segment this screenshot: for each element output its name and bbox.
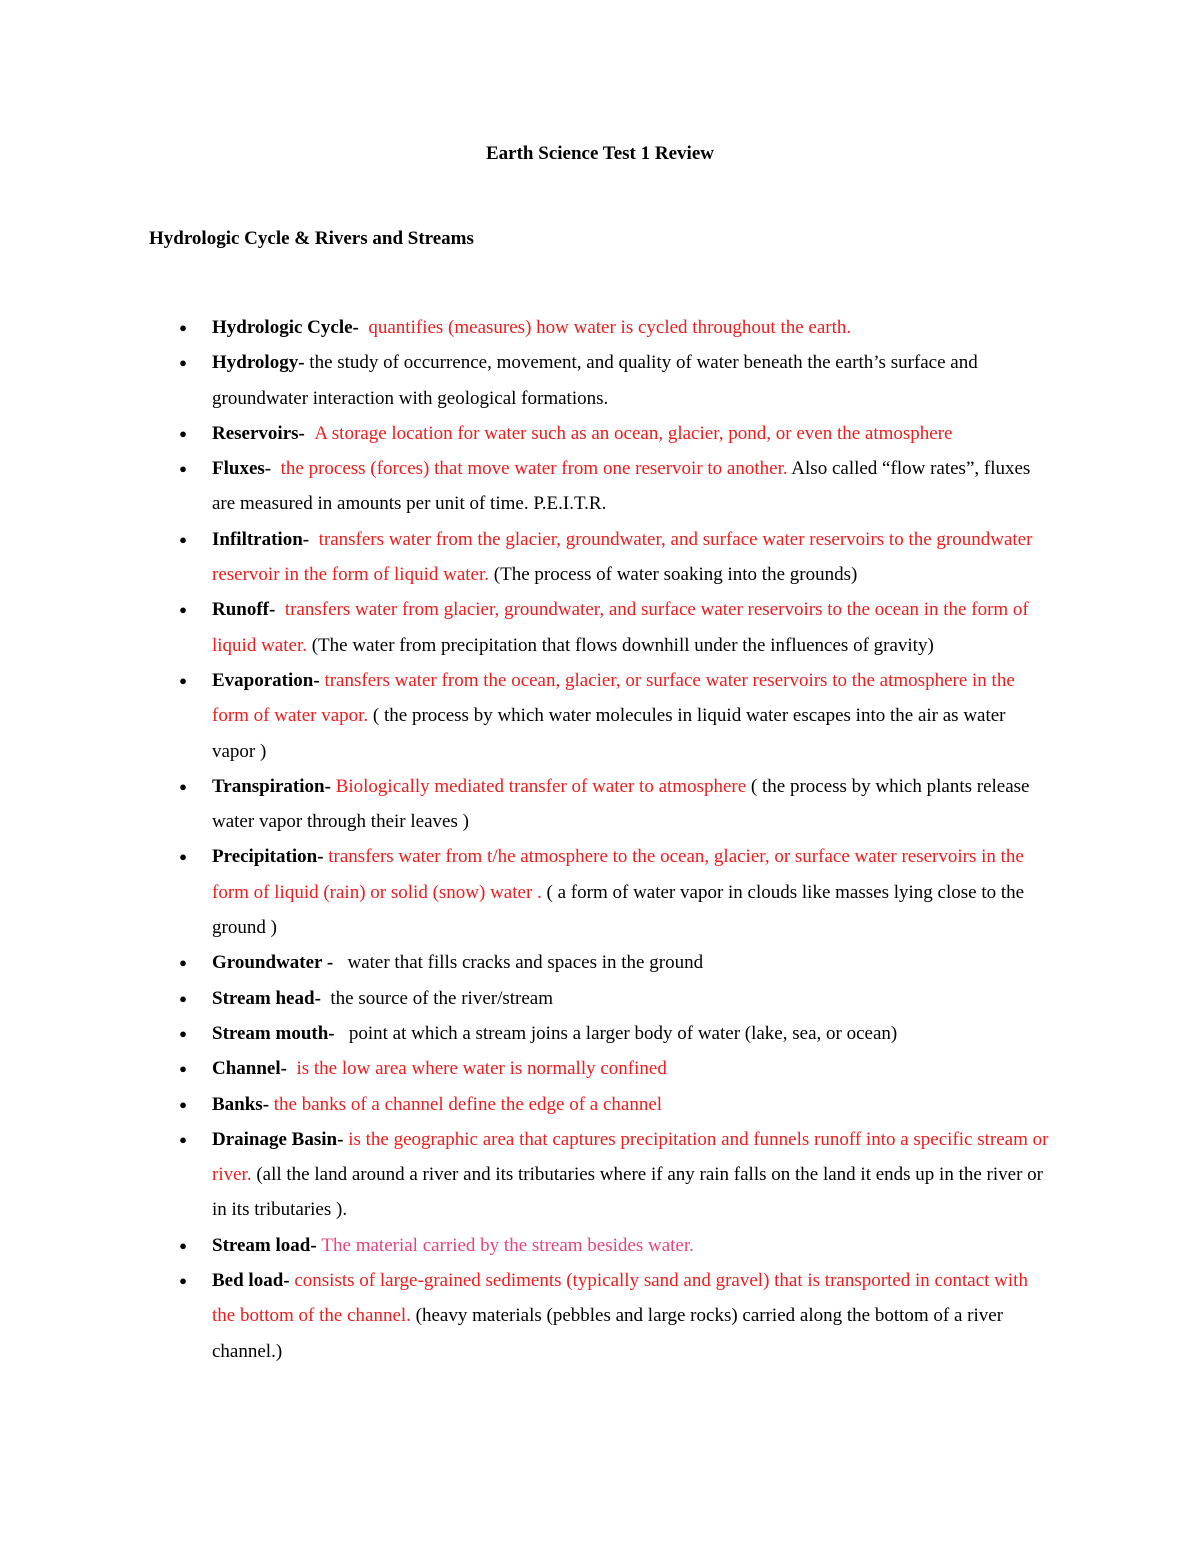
term-note: ( the process by which water molecules in liquid water escapes into the air as water vapor ) [212, 705, 1006, 762]
term-definition: transfers water from the ocean, glacier, or surface water reservoirs to the atmosphere in the form of water vapor. [212, 669, 1015, 727]
section-heading: Hydrologic Cycle & Rivers and Streams [149, 228, 474, 249]
bullet-icon [176, 451, 190, 486]
term-definition: is the low area where water is normally confined [296, 1058, 667, 1080]
term-separator: - [302, 528, 319, 550]
list-item [0, 310, 1200, 345]
term-note: ( the process by which plants release water vapor through their leaves ) [212, 775, 1030, 833]
term-note: Also called “flow rates”, fluxes are measured in amounts per unit of time. P.E.I.T.R. [212, 458, 1031, 515]
term-label: Transpiration [212, 775, 325, 797]
term-separator: - [280, 1058, 297, 1080]
term-separator: - [269, 599, 285, 621]
term-note: (The water from precipitation that flows downhill under the influences of gravity) [306, 634, 934, 656]
bullet-icon [176, 592, 190, 627]
term-label: Stream load [212, 1234, 311, 1256]
list-item [0, 1051, 1200, 1086]
term-note: (all the land around a river and its tributaries where if any rain falls on the land it ends up in the river or in its tributaries ). [212, 1164, 1043, 1221]
bullet-icon [176, 945, 190, 980]
term-definition: Biologically mediated transfer of water to atmosphere [335, 775, 747, 797]
term-separator: - [324, 775, 336, 797]
term-label: Stream mouth [212, 1022, 329, 1044]
term-note: the source of the river/stream [330, 987, 554, 1009]
term-separator: - [262, 1093, 274, 1115]
bullet-icon [176, 769, 190, 804]
term-definition: consists of large-grained sediments (typically sand and gravel) that is transported in contact with the bottom of the channel. [212, 1270, 1028, 1327]
term-label: Groundwater [212, 952, 323, 974]
list-item [0, 1016, 1200, 1051]
term-note: (heavy materials (pebbles and large rocks) carried along the bottom of a river channel.) [212, 1305, 1004, 1362]
term-definition: The material carried by the stream besides water. [321, 1234, 694, 1256]
term-label: Fluxes [212, 458, 265, 480]
term-separator: - [352, 317, 369, 338]
term-definition: the banks of a channel define the edge of a channel [273, 1093, 663, 1115]
term-label: Reservoirs [212, 422, 299, 444]
list-item [0, 1228, 1200, 1263]
term-definition: the process (forces) that move water from one reservoir to another. [280, 458, 788, 480]
list-item [0, 945, 1200, 980]
term-label: Banks [212, 1093, 263, 1115]
list-item [0, 1263, 1200, 1369]
term-definition: quantifies (measures) how water is cycled throughout the earth. [368, 317, 852, 338]
list-item [0, 416, 1200, 451]
term-definition: transfers water from the glacier, groundwater, and surface water reservoirs to the groundwater reservoir in the form of liquid water. [212, 528, 1033, 586]
term-label: Evaporation [212, 669, 314, 691]
bullet-icon [176, 1122, 190, 1157]
list-item [0, 451, 1200, 522]
document-title: Earth Science Test 1 Review [486, 143, 714, 164]
bullet-icon [176, 839, 190, 874]
term-label: Precipitation [212, 846, 318, 868]
term-separator: - [322, 952, 348, 974]
term-label: Infiltration [212, 528, 303, 550]
term-label: Hydrology [212, 352, 299, 374]
term-separator: - [298, 352, 310, 374]
list-item [0, 663, 1200, 769]
term-note: ( a form of water vapor in clouds like masses lying close to the ground ) [212, 881, 1025, 939]
term-separator: - [310, 1234, 322, 1256]
list-item [0, 1087, 1200, 1122]
bullet-icon [176, 1016, 190, 1051]
list-item [0, 1122, 1200, 1228]
term-label: Drainage Basin [212, 1128, 338, 1150]
bullet-icon [176, 310, 190, 345]
term-note: water that fills cracks and spaces in the ground [347, 952, 704, 974]
term-label: Runoff [212, 599, 270, 621]
term-separator: - [298, 422, 315, 444]
list-item [0, 981, 1200, 1016]
term-label: Stream head [212, 987, 315, 1009]
list-item [0, 345, 1200, 416]
bullet-icon [176, 1228, 190, 1263]
term-note: the study of occurrence, movement, and quality of water beneath the earth’s surface and groundwater interaction with geological formations. [212, 352, 978, 409]
bullet-icon [176, 1087, 190, 1122]
bullet-icon [176, 981, 190, 1016]
term-definition: A storage location for water such as an ocean, glacier, pond, or even the atmosphere [314, 422, 953, 444]
term-separator: - [337, 1128, 349, 1150]
term-list [0, 310, 1200, 1369]
bullet-icon [176, 663, 190, 698]
term-label: Channel [212, 1058, 281, 1080]
term-definition: transfers water from glacier, groundwater, and surface water reservoirs to the ocean in the form of liquid water. [212, 599, 1029, 656]
term-separator: - [283, 1270, 295, 1292]
term-definition: is the geographic area that captures precipitation and funnels runoff into a specific stream or river. [212, 1128, 1049, 1186]
bullet-icon [176, 1051, 190, 1086]
list-item [0, 839, 1200, 945]
term-label: Bed load [212, 1270, 284, 1292]
list-item [0, 522, 1200, 593]
term-definition: transfers water from t/he atmosphere to the ocean, glacier, or surface water reservoirs in the form of liquid (rain) or solid (snow) water . [212, 846, 1024, 903]
term-separator: - [314, 987, 331, 1009]
term-note: point at which a stream joins a larger body of water (lake, sea, or ocean) [348, 1022, 898, 1044]
list-item [0, 592, 1200, 663]
bullet-icon [176, 1263, 190, 1298]
term-separator: - [264, 458, 281, 480]
list-item [0, 769, 1200, 840]
term-note: (The process of water soaking into the grounds) [489, 564, 858, 586]
term-separator: - [317, 846, 329, 868]
term-label: Hydrologic Cycle [212, 317, 353, 338]
bullet-icon [176, 416, 190, 451]
bullet-icon [176, 522, 190, 557]
term-separator: - [328, 1022, 349, 1044]
bullet-icon [176, 345, 190, 380]
term-separator: - [313, 669, 325, 691]
